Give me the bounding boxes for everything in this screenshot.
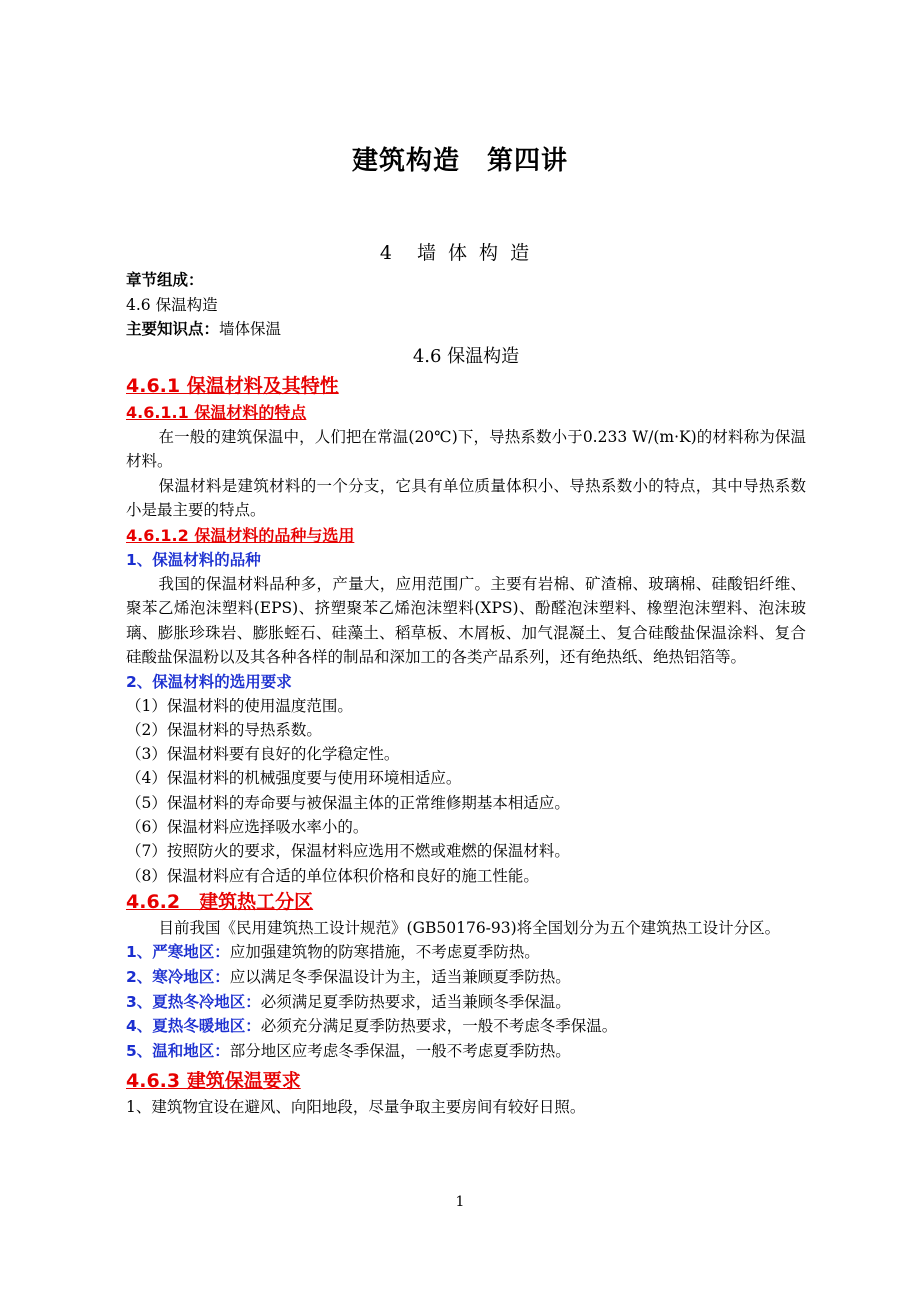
list-item: （2）保温材料的导热系数。: [126, 720, 322, 739]
list-item: （1）保温材料的使用温度范围。: [126, 696, 353, 715]
page-number: 1: [455, 1194, 465, 1210]
list-item: （6）保温材料应选择吸水率小的。: [126, 817, 369, 836]
subheading-selection-requirements: 2、保温材料的选用要求: [126, 672, 292, 691]
list-item: （5）保温材料的寿命要与被保温主体的正常维修期基本相适应。: [126, 793, 570, 812]
zone-item: [126, 990, 806, 1015]
list-item: （7）按照防火的要求，保温材料应选用不燃或难燃的保温材料。: [126, 842, 570, 861]
requirements-list: [126, 694, 806, 888]
zone-label: 4、夏热冬暖地区：: [126, 1017, 261, 1036]
heading-4-6-1-1: 4.6.1.1 保温材料的特点: [126, 402, 307, 422]
key-points-label: 主要知识点：: [126, 320, 220, 338]
zone-item: [126, 1039, 806, 1064]
heading-4-6-3: 4.6.3 建筑保温要求: [126, 1070, 301, 1093]
subheading-material-types: 1、保温材料的品种: [126, 550, 261, 569]
zone-label: 2、寒冷地区：: [126, 967, 230, 986]
document-body: [126, 268, 806, 1120]
paragraph-insulation-requirement-1: 1、建筑物宜设在避风、向阳地段，尽量争取主要房间有较好日照。: [126, 1098, 586, 1117]
zone-label: 3、夏热冬冷地区：: [126, 992, 261, 1011]
heading-4-6-1-2: 4.6.1.2 保温材料的品种与选用: [126, 525, 355, 545]
list-item: （4）保温材料的机械强度要与使用环境相适应。: [126, 769, 462, 788]
zone-text: 必须充分满足夏季防热要求，一般不考虑冬季保温。: [260, 1017, 618, 1036]
chapter-components-item: 4.6 保温构造: [126, 295, 218, 314]
list-item: （8）保温材料应有合适的单位体积价格和良好的施工性能。: [126, 866, 539, 885]
heading-4-6-1: 4.6.1 保温材料及其特性: [126, 374, 339, 397]
zone-text: 部分地区应考虑冬季保温，一般不考虑夏季防热。: [229, 1041, 571, 1060]
paragraph-definition: 在一般的建筑保温中，人们把在常温(20℃)下，导热系数小于0.233 W/(m·K)的材料称为保温材料。: [126, 427, 806, 470]
zone-text: 应以满足冬季保温设计为主，适当兼顾夏季防热。: [229, 967, 571, 986]
zone-item: [126, 965, 806, 990]
paragraph-characteristics: 保温材料是建筑材料的一个分支，它具有单位质量体积小、导热系数小的特点，其中导热系数小是最主要的特点。: [126, 476, 806, 519]
chapter-heading: 4 墙 体 构 造: [379, 242, 533, 264]
heading-4-6-2: 4.6.2 建筑热工分区: [126, 890, 314, 913]
paragraph-zoning-intro: 目前我国《民用建筑热工设计规范》(GB50176-93)将全国划分为五个建筑热工设计分区。: [158, 918, 781, 937]
zone-text: 应加强建筑物的防寒措施，不考虑夏季防热。: [229, 943, 540, 962]
climate-zones-list: [126, 940, 806, 1063]
document-title: 建筑构造 第四讲: [351, 146, 568, 176]
zone-item: [126, 940, 806, 965]
chapter-components: [126, 268, 806, 293]
chapter-components-label: 章节组成：: [126, 271, 204, 289]
key-points: [126, 317, 806, 342]
zone-label: 1、严寒地区：: [126, 943, 230, 962]
paragraph-material-types: 我国的保温材料品种多，产量大，应用范围广。主要有岩棉、矿渣棉、玻璃棉、硅酸铝纤维、聚苯乙烯泡沫塑料(EPS)、挤塑聚苯乙烯泡沫塑料(XPS)、酚醛泡沫塑料、橡塑泡沫塑料、泡沫玻璃、膨胀珍珠岩、膨胀蛭石、硅藻土、稻草板、木屑板、加气混凝土、复合硅酸盐保温涂料、复合硅酸盐保温粉以及其各种各样的制品和深加工的各类产品系列，还有绝热纸、绝热铝箔等。: [126, 574, 806, 666]
key-points-value: 墙体保温: [219, 320, 282, 338]
zone-text: 必须满足夏季防热要求，适当兼顾冬季保温。: [260, 992, 571, 1011]
zone-label: 5、温和地区：: [126, 1041, 230, 1060]
zone-item: [126, 1014, 806, 1039]
section-title: 4.6 保温构造: [412, 345, 520, 367]
list-item: （3）保温材料要有良好的化学稳定性。: [126, 745, 400, 764]
